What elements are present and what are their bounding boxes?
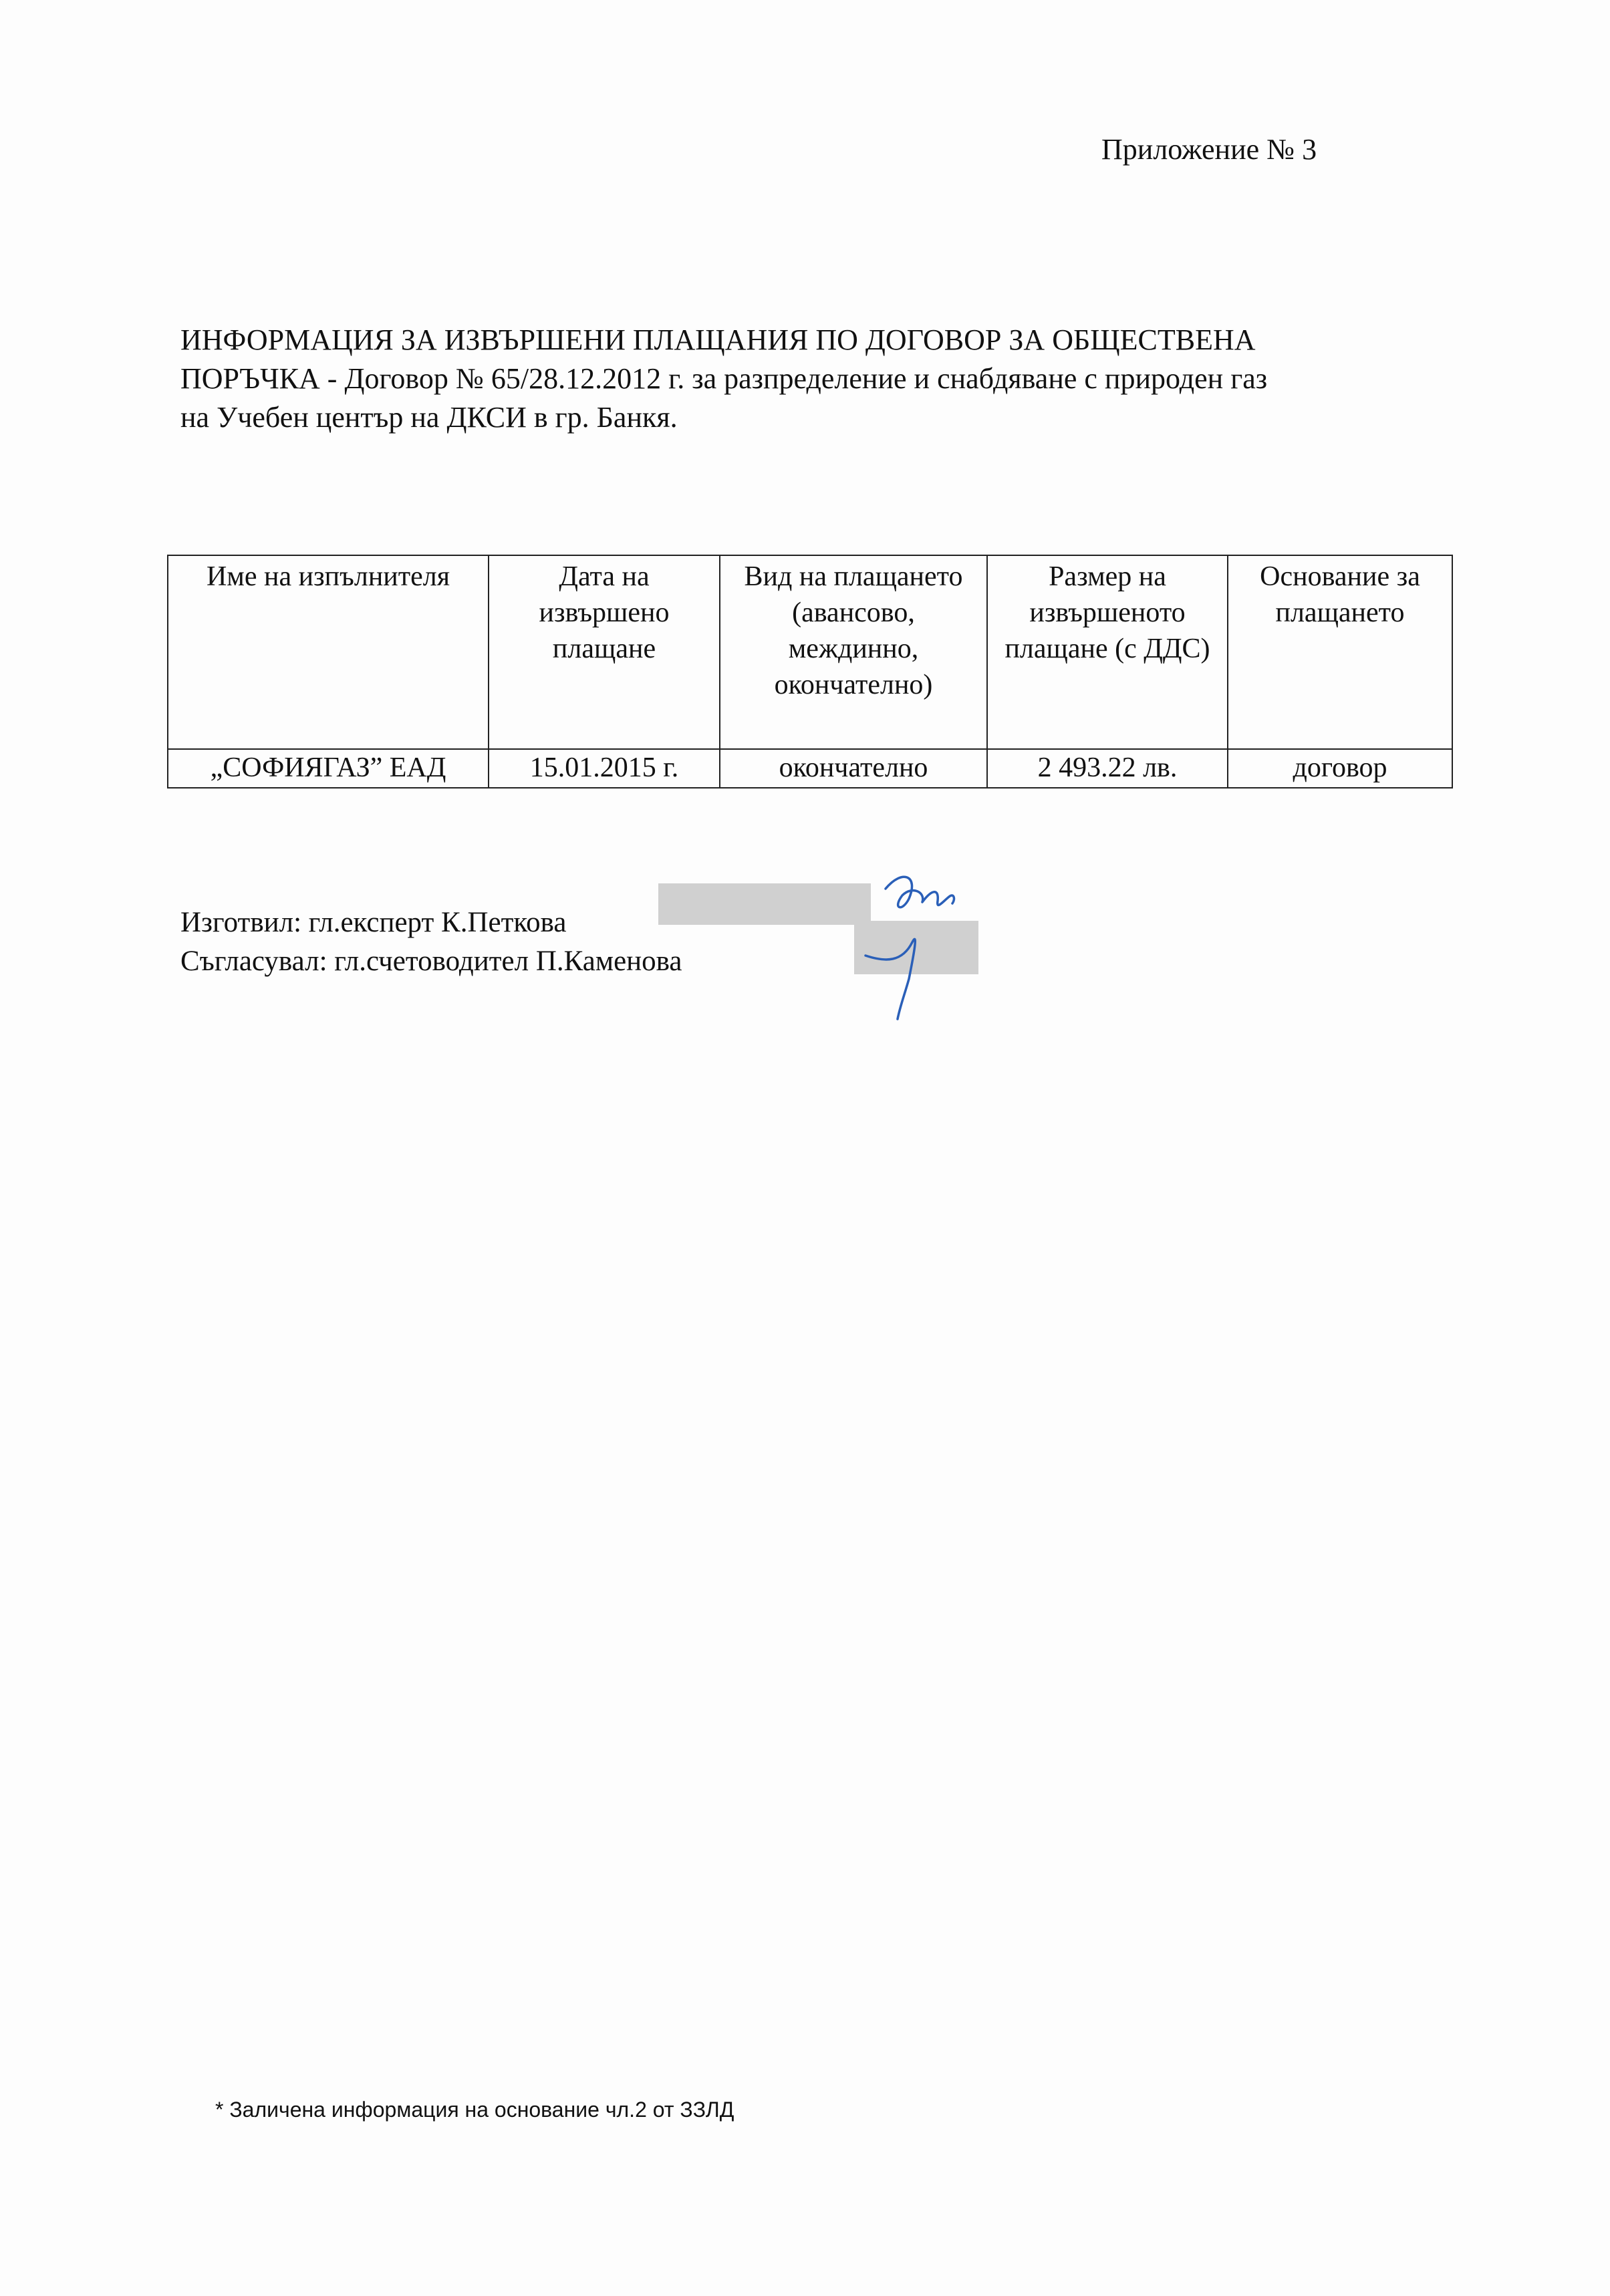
cell-payment-type: окончателно <box>720 749 987 788</box>
header-payment-type: Вид на плащането (авансово, междинно, окончателно) <box>720 555 987 749</box>
table-row <box>168 749 1452 788</box>
approved-by-line: Съгласувал: гл.счетоводител П.Каменова <box>180 946 682 977</box>
signature-block <box>180 903 682 981</box>
cell-payment-amount: 2 493.22 лв. <box>987 749 1228 788</box>
payments-table <box>167 555 1453 788</box>
heading-line-1: ИНФОРМАЦИЯ ЗА ИЗВЪРШЕНИ ПЛАЩАНИЯ ПО ДОГОВОР ЗА ОБЩЕСТВЕНА <box>180 323 1256 356</box>
redaction-footnote: * Заличена информация на основание чл.2 от ЗЗЛД <box>215 2098 734 2122</box>
heading-line-2: ПОРЪЧКА - Договор № 65/28.12.2012 г. за разпределение и снабдяване с природен газ <box>180 362 1268 395</box>
header-payment-amount: Размер на извършеното плащане (с ДДС) <box>987 555 1228 749</box>
document-heading <box>180 321 1450 437</box>
cell-payment-date: 15.01.2015 г. <box>489 749 720 788</box>
handwritten-signature-icon <box>839 862 972 1022</box>
table-header-row <box>168 555 1452 749</box>
prepared-by-line: Изготвил: гл.експерт К.Петкова <box>180 907 567 938</box>
header-payment-basis: Основание за плащането <box>1228 555 1452 749</box>
cell-payment-basis: договор <box>1228 749 1452 788</box>
heading-line-3: на Учебен център на ДКСИ в гр. Банкя. <box>180 401 678 434</box>
cell-contractor-name: „СОФИЯГАЗ” ЕАД <box>168 749 489 788</box>
appendix-label: Приложение № 3 <box>1101 133 1317 166</box>
header-payment-date: Дата на извършено плащане <box>489 555 720 749</box>
header-contractor-name: Име на изпълнителя <box>168 555 489 749</box>
